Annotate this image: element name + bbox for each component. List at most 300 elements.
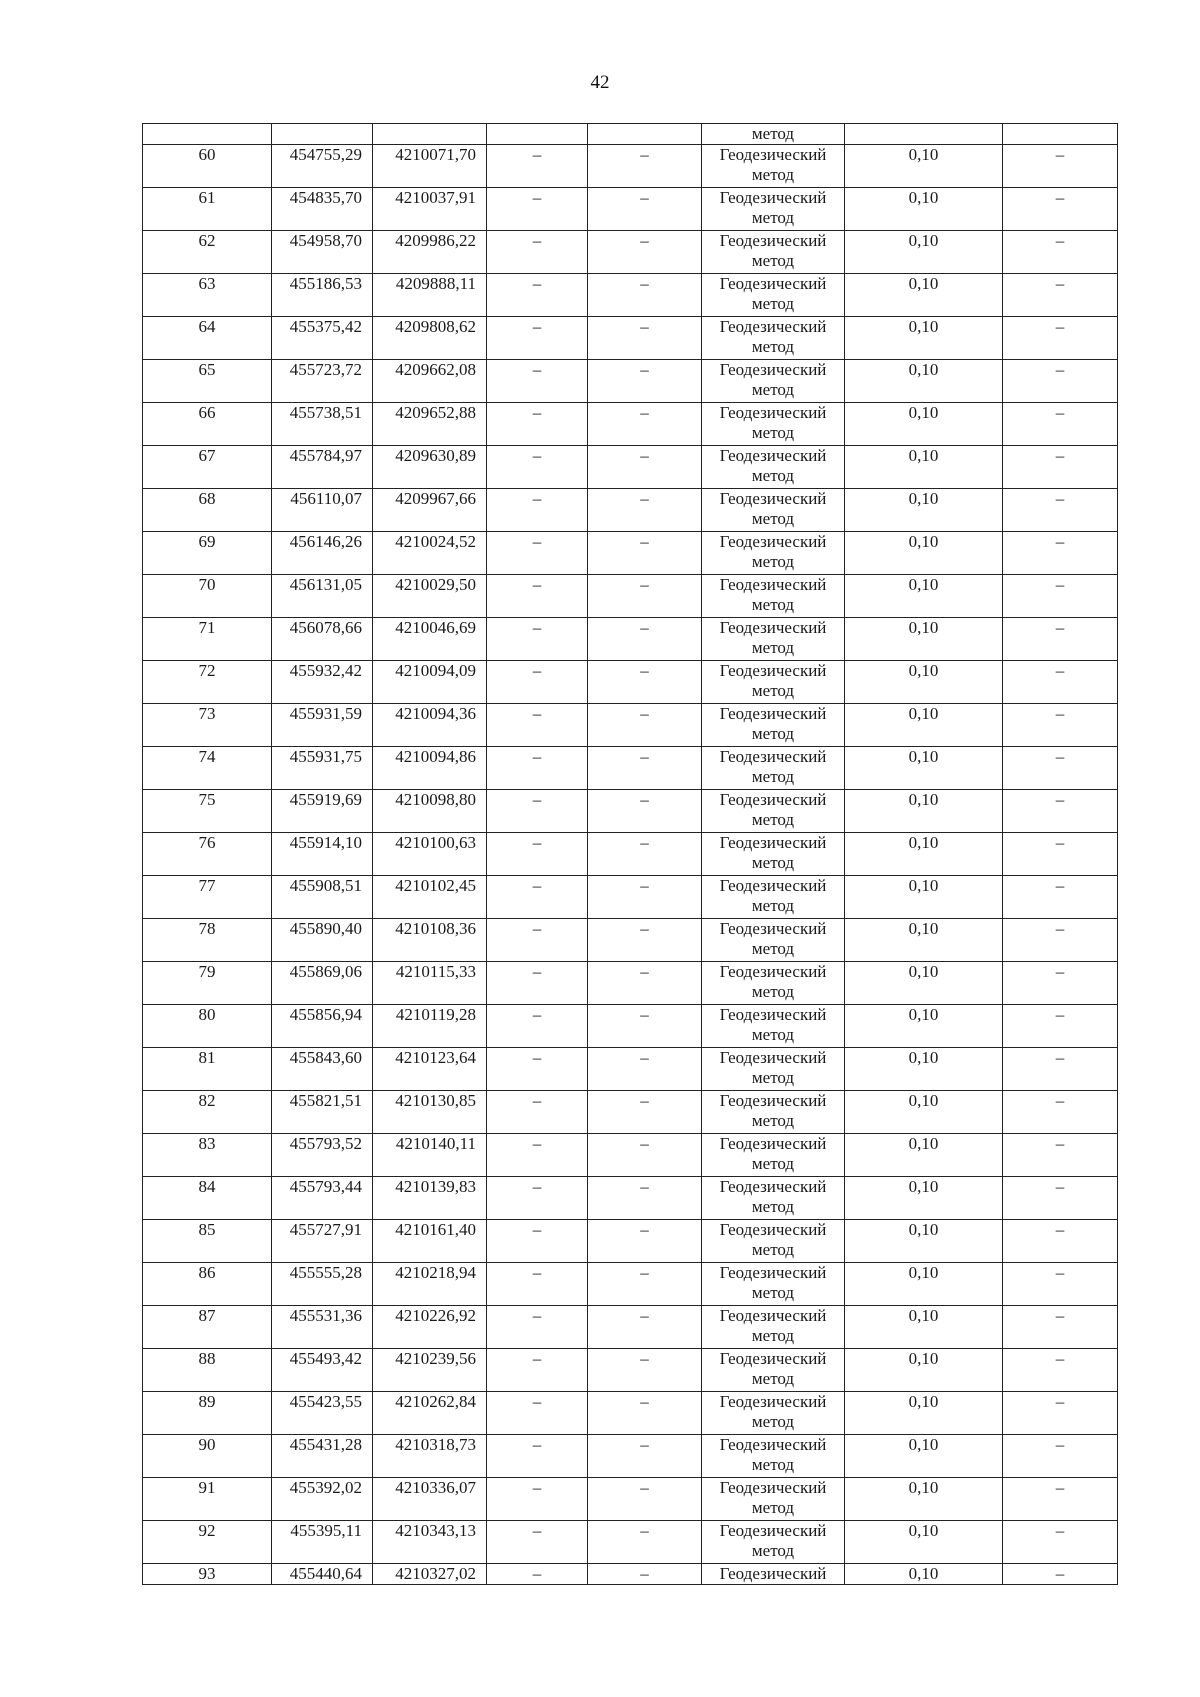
accuracy-cell: 0,10 — [845, 1521, 1003, 1564]
method-line-1: Геодезический — [719, 661, 827, 680]
point-number-cell: 65 — [143, 360, 272, 403]
accuracy-cell: 0,10 — [845, 145, 1003, 188]
y-coordinate-cell: 4210226,92 — [373, 1306, 487, 1349]
accuracy-cell: 0,10 — [845, 1349, 1003, 1392]
point-number-cell: 77 — [143, 876, 272, 919]
empty-value-cell: – — [487, 1091, 588, 1134]
method-line-2: метод — [751, 1369, 795, 1388]
method-line-1: Геодезический — [719, 618, 827, 637]
empty-value-cell: – — [588, 532, 702, 575]
table-row — [143, 1521, 1118, 1564]
x-coordinate-cell: 455931,59 — [272, 704, 373, 747]
empty-value-cell: – — [588, 231, 702, 274]
table-cell — [487, 124, 588, 145]
method-cell — [702, 317, 845, 360]
table-row — [143, 145, 1118, 188]
method-line-2: метод — [751, 251, 795, 270]
empty-value-cell: – — [487, 1349, 588, 1392]
y-coordinate-cell: 4210037,91 — [373, 188, 487, 231]
method-line-1: Геодезический — [719, 403, 827, 422]
x-coordinate-cell: 455186,53 — [272, 274, 373, 317]
accuracy-cell: 0,10 — [845, 446, 1003, 489]
method-line-2: метод — [751, 1412, 795, 1431]
point-number-cell: 69 — [143, 532, 272, 575]
method-line-1: Геодезический — [719, 1091, 827, 1110]
empty-value-cell: – — [588, 188, 702, 231]
accuracy-cell: 0,10 — [845, 231, 1003, 274]
method-line-2: метод — [751, 1240, 795, 1259]
table-row — [143, 1392, 1118, 1435]
empty-value-cell: – — [588, 790, 702, 833]
method-line-1: Геодезический — [719, 145, 827, 164]
method-line-2: метод — [751, 1197, 795, 1216]
method-cell — [702, 919, 845, 962]
point-number-cell: 68 — [143, 489, 272, 532]
method-line-2: метод — [751, 380, 795, 399]
method-line-2: метод — [751, 896, 795, 915]
empty-value-cell: – — [588, 1220, 702, 1263]
accuracy-cell: 0,10 — [845, 489, 1003, 532]
point-number-cell: 84 — [143, 1177, 272, 1220]
point-number-cell: 73 — [143, 704, 272, 747]
method-line-2: метод — [751, 1455, 795, 1474]
y-coordinate-cell: 4210262,84 — [373, 1392, 487, 1435]
method-line-1: Геодезический — [719, 1435, 827, 1454]
y-coordinate-cell: 4210100,63 — [373, 833, 487, 876]
y-coordinate-cell: 4210108,36 — [373, 919, 487, 962]
x-coordinate-cell: 455914,10 — [272, 833, 373, 876]
accuracy-cell: 0,10 — [845, 274, 1003, 317]
y-coordinate-cell: 4209652,88 — [373, 403, 487, 446]
table-row — [143, 747, 1118, 790]
method-line-1: Геодезический — [719, 1263, 827, 1282]
empty-value-cell: – — [588, 575, 702, 618]
table-row — [143, 1435, 1118, 1478]
method-cell — [702, 403, 845, 446]
empty-value-cell: – — [487, 1263, 588, 1306]
empty-value-cell: – — [588, 1177, 702, 1220]
table-row — [143, 489, 1118, 532]
x-coordinate-cell: 455932,42 — [272, 661, 373, 704]
table-row — [143, 360, 1118, 403]
method-cell — [702, 489, 845, 532]
method-line-2: метод — [751, 294, 795, 313]
method-cell — [702, 1048, 845, 1091]
accuracy-cell: 0,10 — [845, 188, 1003, 231]
empty-value-cell: – — [1003, 1392, 1118, 1435]
method-cell — [702, 1521, 845, 1564]
method-cell — [702, 274, 845, 317]
method-cell — [702, 833, 845, 876]
method-line-1: Геодезический — [719, 747, 827, 766]
empty-value-cell: – — [487, 1392, 588, 1435]
empty-value-cell: – — [588, 876, 702, 919]
method-cell — [702, 704, 845, 747]
x-coordinate-cell: 454958,70 — [272, 231, 373, 274]
point-number-cell: 64 — [143, 317, 272, 360]
empty-value-cell: – — [487, 1134, 588, 1177]
method-line-1: Геодезический — [719, 1521, 827, 1540]
empty-value-cell: – — [588, 1306, 702, 1349]
table-row — [143, 1005, 1118, 1048]
empty-value-cell: – — [487, 403, 588, 446]
point-number-cell: 87 — [143, 1306, 272, 1349]
accuracy-cell: 0,10 — [845, 833, 1003, 876]
accuracy-cell: 0,10 — [845, 1306, 1003, 1349]
method-cell — [702, 1177, 845, 1220]
method-line-2: метод — [751, 681, 795, 700]
y-coordinate-cell: 4210094,86 — [373, 747, 487, 790]
table-row — [143, 1048, 1118, 1091]
table-row — [143, 661, 1118, 704]
method-line-2: метод — [751, 1025, 795, 1044]
point-number-cell: 83 — [143, 1134, 272, 1177]
method-line-1: Геодезический — [719, 1392, 827, 1411]
method-line-2: метод — [751, 1326, 795, 1345]
table-row — [143, 962, 1118, 1005]
empty-value-cell: – — [588, 1478, 702, 1521]
empty-value-cell: – — [487, 747, 588, 790]
method-line-1: Геодезический — [719, 188, 827, 207]
method-line-2: метод — [751, 1154, 795, 1173]
method-cell — [702, 1220, 845, 1263]
empty-value-cell: – — [487, 317, 588, 360]
method-line-2: метод — [751, 1111, 795, 1130]
point-number-cell: 93 — [143, 1564, 272, 1585]
table-cell — [373, 124, 487, 145]
accuracy-cell: 0,10 — [845, 403, 1003, 446]
x-coordinate-cell: 454755,29 — [272, 145, 373, 188]
point-number-cell: 60 — [143, 145, 272, 188]
empty-value-cell: – — [588, 317, 702, 360]
table-row — [143, 1478, 1118, 1521]
empty-value-cell: – — [1003, 188, 1118, 231]
y-coordinate-cell: 4210115,33 — [373, 962, 487, 1005]
point-number-cell: 79 — [143, 962, 272, 1005]
table-row — [143, 790, 1118, 833]
x-coordinate-cell: 455493,42 — [272, 1349, 373, 1392]
empty-value-cell: – — [487, 833, 588, 876]
x-coordinate-cell: 455392,02 — [272, 1478, 373, 1521]
empty-value-cell: – — [487, 704, 588, 747]
table-row — [143, 575, 1118, 618]
method-line-1: Геодезический — [719, 1134, 827, 1153]
method-line-2: метод — [751, 1068, 795, 1087]
method-line-1: Геодезический — [719, 704, 827, 723]
accuracy-cell: 0,10 — [845, 747, 1003, 790]
point-number-cell: 74 — [143, 747, 272, 790]
method-line-1: Геодезический — [719, 317, 827, 336]
empty-value-cell: – — [1003, 1005, 1118, 1048]
x-coordinate-cell: 455723,72 — [272, 360, 373, 403]
method-cell — [702, 962, 845, 1005]
empty-value-cell: – — [487, 1220, 588, 1263]
x-coordinate-cell: 455431,28 — [272, 1435, 373, 1478]
y-coordinate-cell: 4210119,28 — [373, 1005, 487, 1048]
method-line-2: метод — [751, 982, 795, 1001]
accuracy-cell: 0,10 — [845, 575, 1003, 618]
empty-value-cell: – — [1003, 1220, 1118, 1263]
accuracy-cell: 0,10 — [845, 661, 1003, 704]
point-number-cell: 75 — [143, 790, 272, 833]
accuracy-cell: 0,10 — [845, 618, 1003, 661]
y-coordinate-cell: 4210343,13 — [373, 1521, 487, 1564]
empty-value-cell: – — [588, 360, 702, 403]
y-coordinate-cell: 4209888,11 — [373, 274, 487, 317]
empty-value-cell: – — [1003, 1521, 1118, 1564]
method-cell — [702, 1134, 845, 1177]
x-coordinate-cell: 455821,51 — [272, 1091, 373, 1134]
method-line-1: Геодезический — [719, 1005, 827, 1024]
point-number-cell: 86 — [143, 1263, 272, 1306]
accuracy-cell: 0,10 — [845, 790, 1003, 833]
point-number-cell: 92 — [143, 1521, 272, 1564]
point-number-cell: 70 — [143, 575, 272, 618]
accuracy-cell: 0,10 — [845, 1392, 1003, 1435]
x-coordinate-cell: 455784,97 — [272, 446, 373, 489]
table-row — [143, 188, 1118, 231]
y-coordinate-cell: 4210318,73 — [373, 1435, 487, 1478]
table-row — [143, 1564, 1118, 1585]
accuracy-cell: 0,10 — [845, 360, 1003, 403]
coordinates-table — [142, 123, 1118, 1585]
empty-value-cell: – — [1003, 1091, 1118, 1134]
point-number-cell: 85 — [143, 1220, 272, 1263]
point-number-cell: 80 — [143, 1005, 272, 1048]
method-cell — [702, 188, 845, 231]
table-cell — [272, 124, 373, 145]
x-coordinate-cell: 455531,36 — [272, 1306, 373, 1349]
empty-value-cell: – — [487, 1005, 588, 1048]
empty-value-cell: – — [588, 1005, 702, 1048]
accuracy-cell: 0,10 — [845, 876, 1003, 919]
method-line-1: Геодезический — [719, 833, 827, 852]
accuracy-cell: 0,10 — [845, 962, 1003, 1005]
empty-value-cell: – — [588, 1048, 702, 1091]
method-line-2: метод — [751, 724, 795, 743]
point-number-cell: 88 — [143, 1349, 272, 1392]
empty-value-cell: – — [1003, 790, 1118, 833]
table-cell — [588, 124, 702, 145]
empty-value-cell: – — [487, 360, 588, 403]
empty-value-cell: – — [588, 618, 702, 661]
y-coordinate-cell: 4210094,36 — [373, 704, 487, 747]
empty-value-cell: – — [588, 833, 702, 876]
table-row — [143, 1263, 1118, 1306]
empty-value-cell: – — [588, 1564, 702, 1585]
empty-value-cell: – — [487, 231, 588, 274]
y-coordinate-cell: 4209630,89 — [373, 446, 487, 489]
method-cell — [702, 1478, 845, 1521]
empty-value-cell: – — [588, 1263, 702, 1306]
y-coordinate-cell: 4209662,08 — [373, 360, 487, 403]
empty-value-cell: – — [487, 919, 588, 962]
y-coordinate-cell: 4209808,62 — [373, 317, 487, 360]
table-row — [143, 1091, 1118, 1134]
empty-value-cell: – — [588, 704, 702, 747]
empty-value-cell: – — [1003, 661, 1118, 704]
accuracy-cell: 0,10 — [845, 1005, 1003, 1048]
table-row — [143, 317, 1118, 360]
continued-row — [143, 124, 1118, 145]
empty-value-cell: – — [1003, 317, 1118, 360]
table-row — [143, 704, 1118, 747]
point-number-cell: 82 — [143, 1091, 272, 1134]
table-row — [143, 1177, 1118, 1220]
method-line-1: Геодезический — [719, 919, 827, 938]
method-line-2: метод — [751, 423, 795, 442]
method-line-1: Геодезический — [719, 274, 827, 293]
x-coordinate-cell: 455931,75 — [272, 747, 373, 790]
empty-value-cell: – — [1003, 145, 1118, 188]
x-coordinate-cell: 455843,60 — [272, 1048, 373, 1091]
accuracy-cell: 0,10 — [845, 1048, 1003, 1091]
method-line-2: метод — [751, 208, 795, 227]
y-coordinate-cell: 4210094,09 — [373, 661, 487, 704]
point-number-cell: 67 — [143, 446, 272, 489]
method-cell — [702, 1005, 845, 1048]
y-coordinate-cell: 4210024,52 — [373, 532, 487, 575]
method-cell — [702, 876, 845, 919]
empty-value-cell: – — [588, 919, 702, 962]
accuracy-cell: 0,10 — [845, 1478, 1003, 1521]
method-line-2: метод — [751, 853, 795, 872]
x-coordinate-cell: 455395,11 — [272, 1521, 373, 1564]
table-cell — [1003, 124, 1118, 145]
x-coordinate-cell: 455738,51 — [272, 403, 373, 446]
method-cell — [702, 790, 845, 833]
table-row — [143, 1306, 1118, 1349]
point-number-cell: 71 — [143, 618, 272, 661]
empty-value-cell: – — [487, 489, 588, 532]
point-number-cell: 90 — [143, 1435, 272, 1478]
empty-value-cell: – — [487, 1435, 588, 1478]
method-line-2: метод — [751, 337, 795, 356]
method-line-1: Геодезический — [719, 876, 827, 895]
accuracy-cell: 0,10 — [845, 704, 1003, 747]
method-line-1: Геодезический — [719, 790, 827, 809]
y-coordinate-cell: 4210098,80 — [373, 790, 487, 833]
accuracy-cell: 0,10 — [845, 1177, 1003, 1220]
method-line-1: Геодезический — [719, 1306, 827, 1325]
x-coordinate-cell: 456146,26 — [272, 532, 373, 575]
accuracy-cell: 0,10 — [845, 317, 1003, 360]
method-cell — [702, 661, 845, 704]
empty-value-cell: – — [1003, 962, 1118, 1005]
empty-value-cell: – — [487, 618, 588, 661]
point-number-cell: 81 — [143, 1048, 272, 1091]
empty-value-cell: – — [487, 1177, 588, 1220]
x-coordinate-cell: 455727,91 — [272, 1220, 373, 1263]
accuracy-cell: 0,10 — [845, 532, 1003, 575]
empty-value-cell: – — [487, 145, 588, 188]
accuracy-cell: 0,10 — [845, 1134, 1003, 1177]
table-row — [143, 231, 1118, 274]
x-coordinate-cell: 456131,05 — [272, 575, 373, 618]
method-line-2: метод — [751, 595, 795, 614]
empty-value-cell: – — [487, 446, 588, 489]
accuracy-cell: 0,10 — [845, 1564, 1003, 1585]
method-cell — [702, 1263, 845, 1306]
y-coordinate-cell: 4209986,22 — [373, 231, 487, 274]
method-cell — [702, 446, 845, 489]
x-coordinate-cell: 455793,52 — [272, 1134, 373, 1177]
empty-value-cell: – — [1003, 532, 1118, 575]
accuracy-cell: 0,10 — [845, 1435, 1003, 1478]
y-coordinate-cell: 4210218,94 — [373, 1263, 487, 1306]
empty-value-cell: – — [1003, 403, 1118, 446]
y-coordinate-cell: 4210102,45 — [373, 876, 487, 919]
y-coordinate-cell: 4210336,07 — [373, 1478, 487, 1521]
empty-value-cell: – — [1003, 575, 1118, 618]
y-coordinate-cell: 4210161,40 — [373, 1220, 487, 1263]
method-line-1: Геодезический — [719, 1349, 827, 1368]
method-cell — [702, 532, 845, 575]
method-line-2: метод — [751, 466, 795, 485]
empty-value-cell: – — [1003, 876, 1118, 919]
x-coordinate-cell: 456110,07 — [272, 489, 373, 532]
method-line-1: Геодезический — [719, 575, 827, 594]
empty-value-cell: – — [487, 1306, 588, 1349]
empty-value-cell: – — [487, 1564, 588, 1585]
method-cell — [702, 1306, 845, 1349]
table-row — [143, 1134, 1118, 1177]
table-cell — [845, 124, 1003, 145]
empty-value-cell: – — [1003, 1306, 1118, 1349]
y-coordinate-cell: 4210140,11 — [373, 1134, 487, 1177]
method-line-2: метод — [751, 767, 795, 786]
empty-value-cell: – — [588, 747, 702, 790]
y-coordinate-cell: 4210327,02 — [373, 1564, 487, 1585]
y-coordinate-cell: 4210239,56 — [373, 1349, 487, 1392]
empty-value-cell: – — [588, 1521, 702, 1564]
method-cell — [702, 1435, 845, 1478]
accuracy-cell: 0,10 — [845, 919, 1003, 962]
x-coordinate-cell: 455423,55 — [272, 1392, 373, 1435]
empty-value-cell: – — [1003, 1134, 1118, 1177]
method-line-1: Геодезический — [719, 1177, 827, 1196]
method-line-1: Геодезический — [719, 489, 827, 508]
empty-value-cell: – — [1003, 1263, 1118, 1306]
method-line-1: Геодезический — [719, 962, 827, 981]
empty-value-cell: – — [487, 790, 588, 833]
method-cell: Геодезический — [702, 1564, 845, 1585]
x-coordinate-cell: 455908,51 — [272, 876, 373, 919]
empty-value-cell: – — [1003, 1564, 1118, 1585]
empty-value-cell: – — [1003, 1349, 1118, 1392]
method-line-2: метод — [751, 165, 795, 184]
y-coordinate-cell: 4210123,64 — [373, 1048, 487, 1091]
table-row — [143, 274, 1118, 317]
empty-value-cell: – — [1003, 919, 1118, 962]
table-cell — [143, 124, 272, 145]
method-cell — [702, 145, 845, 188]
method-line-1: Геодезический — [719, 532, 827, 551]
method-line-2: метод — [751, 1498, 795, 1517]
point-number-cell: 91 — [143, 1478, 272, 1521]
table-row — [143, 1220, 1118, 1263]
x-coordinate-cell: 455890,40 — [272, 919, 373, 962]
method-line-2: метод — [751, 638, 795, 657]
y-coordinate-cell: 4209967,66 — [373, 489, 487, 532]
accuracy-cell: 0,10 — [845, 1263, 1003, 1306]
method-line-2: метод — [751, 939, 795, 958]
table-row — [143, 833, 1118, 876]
method-cell — [702, 1349, 845, 1392]
empty-value-cell: – — [588, 1392, 702, 1435]
table-row — [143, 403, 1118, 446]
empty-value-cell: – — [1003, 489, 1118, 532]
